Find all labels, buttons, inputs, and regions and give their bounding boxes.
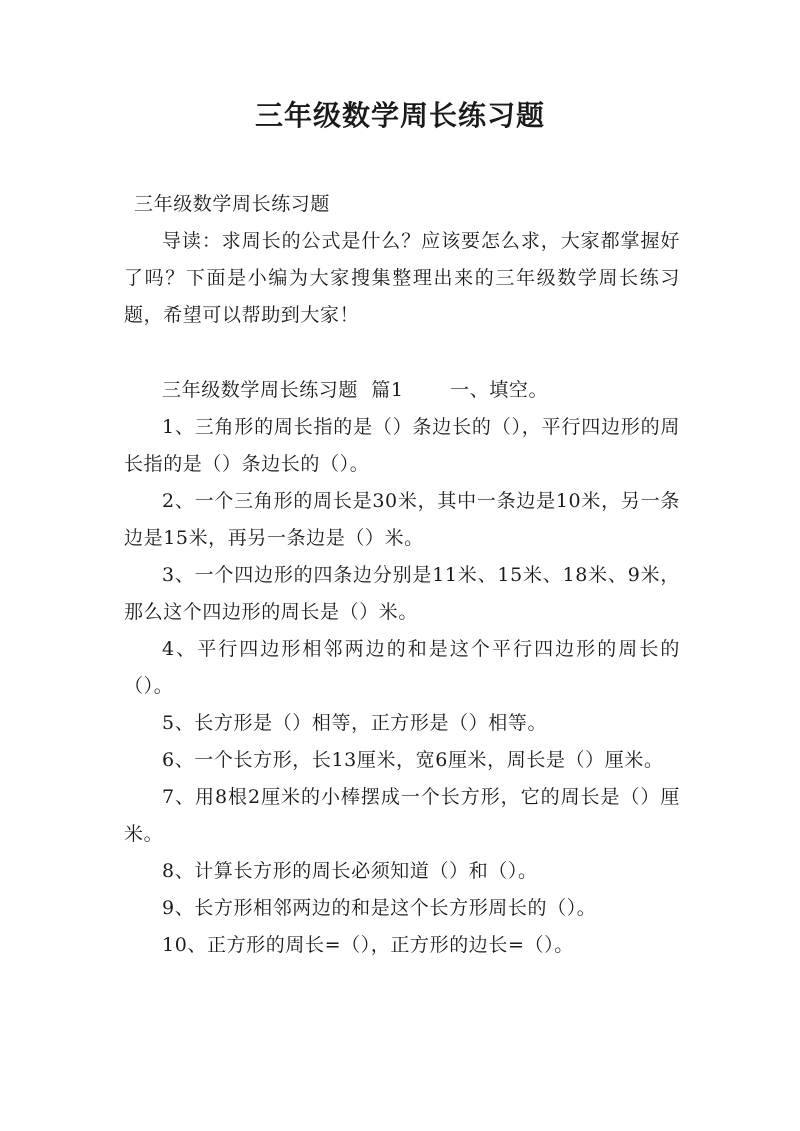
question-3: 3、一个四边形的四条边分别是11米、15米、18米、9米，那么这个四边形的周长是（）米。 <box>124 564 680 623</box>
question-7: 7、用8根2厘米的小棒摆成一个长方形，它的周长是（）厘米。 <box>124 786 680 845</box>
section-heading-line <box>124 372 680 409</box>
question-5: 5、长方形是（）相等，正方形是（）相等。 <box>162 712 548 734</box>
section-part-label: 一、填空。 <box>450 379 549 401</box>
question-1: 1、三角形的周长指的是（）条边长的（），平行四边形的周长指的是（）条边长的（）。 <box>124 416 680 475</box>
document-body <box>124 186 680 964</box>
document-subtitle: 三年级数学周长练习题 <box>134 193 331 215</box>
question-8: 8、计算长方形的周长必须知道（）和（）。 <box>162 860 538 882</box>
intro-paragraph: 导读：求周长的公式是什么？应该要怎么求，大家都掌握好了吗？下面是小编为大家搜集整理出来的三年级数学周长练习题，希望可以帮助到大家！ <box>124 230 680 326</box>
question-10: 10、正方形的周长=（），正方形的边长=（）。 <box>162 934 574 956</box>
document-title: 三年级数学周长练习题 <box>254 99 545 132</box>
question-4: 4、平行四边形相邻两边的和是这个平行四边形的周长的（）。 <box>124 638 680 697</box>
question-9: 9、长方形相邻两边的和是这个长方形周长的（）。 <box>162 897 597 919</box>
question-2: 2、一个三角形的周长是30米，其中一条边是10米，另一条边是15米，再另一条边是（）米。 <box>124 490 680 549</box>
question-6: 6、一个长方形，长13厘米，宽6厘米，周长是（）厘米。 <box>162 749 664 771</box>
section-heading: 三年级数学周长练习题 篇1 <box>162 379 404 401</box>
paragraph-gap <box>124 334 680 372</box>
